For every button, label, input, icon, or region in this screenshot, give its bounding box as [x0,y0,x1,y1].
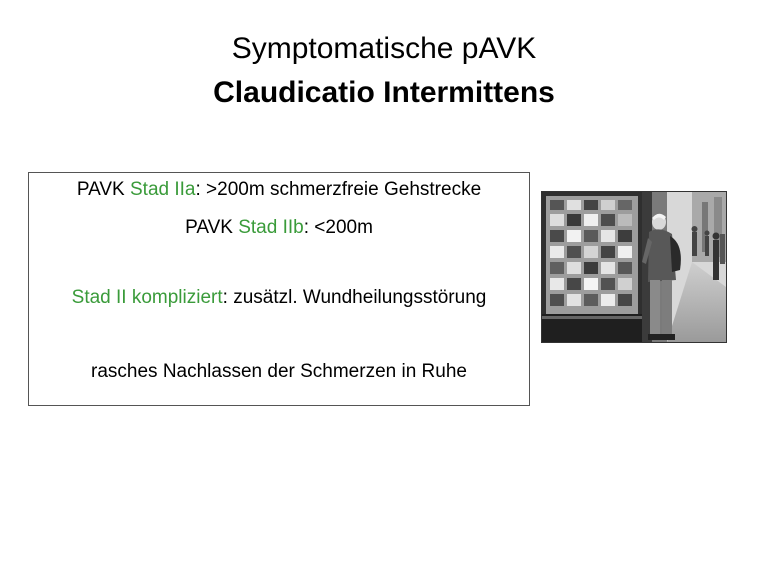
stage-ii-complicated-description: : zusätzl. Wundheilungsstörung [222,287,487,308]
stage-iia-label: Stad IIa [130,179,196,200]
street-photo [541,191,727,343]
content-textbox [28,172,530,406]
stage-iia-prefix: PAVK [76,179,130,200]
stage-iib-line [29,217,529,239]
street-photo-illustration [542,192,726,342]
stage-iia-description: : >200m schmerzfreie Gehstrecke [195,179,482,200]
stage-ii-complicated-label: Stad II kompliziert [71,287,223,308]
rest-relief-line: rasches Nachlassen der Schmerzen in Ruhe [91,361,467,382]
stage-ii-complicated-line [29,287,529,309]
stage-iib-description: : <200m [303,217,373,238]
stage-iib-prefix: PAVK [185,217,239,238]
stage-iia-line [29,179,529,201]
stage-iib-label: Stad IIb [238,217,304,238]
slide-subtitle: Claudicatio Intermittens [213,76,555,109]
slide-title: Symptomatische pAVK [231,32,537,65]
